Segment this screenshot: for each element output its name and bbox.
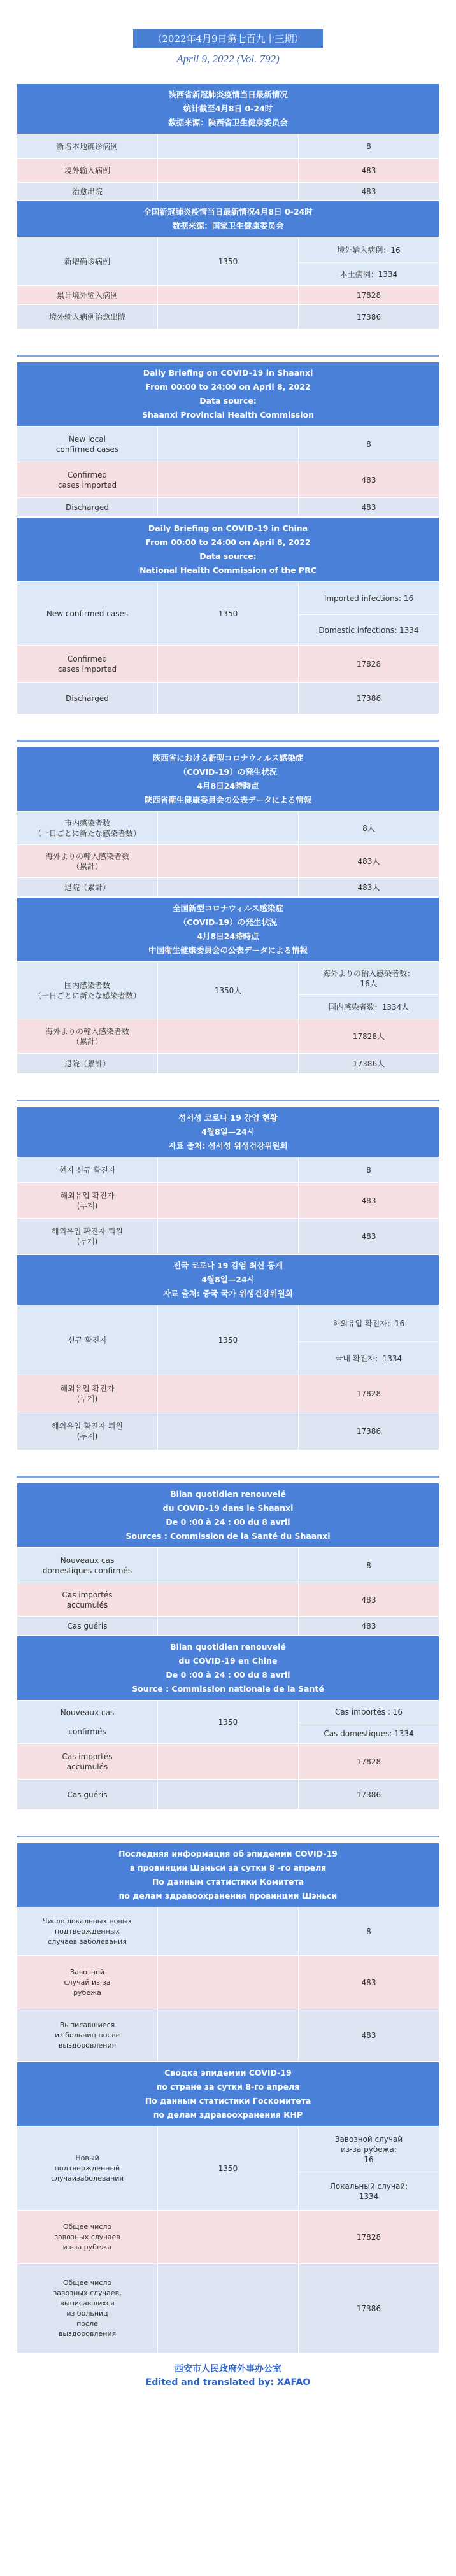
imported-value: 海外よりの輸入感染者数： 16人 — [299, 962, 439, 995]
row-value: 8 — [299, 1548, 439, 1583]
discharged-label: Общее число завозных случаев, выписавшихся из больниц после выздоровления — [17, 2264, 158, 2353]
row-label: Выписавшиеся из больниц после выздоровления — [17, 2009, 158, 2062]
discharged-value: 17386 — [299, 1780, 439, 1810]
confirmed-label: 신규 확진자 — [17, 1305, 158, 1375]
national-table-zh — [17, 201, 439, 329]
divider — [17, 355, 439, 357]
footer — [0, 2362, 456, 2388]
confirmed-label: 新增确诊病例 — [17, 237, 158, 286]
row-label: Cas guéris — [17, 1617, 158, 1636]
row-label: 境外输入病例 — [17, 159, 158, 183]
row-label: 治愈出院 — [17, 183, 158, 201]
domestic-value: 本土病例：1334 — [299, 263, 439, 286]
row-label: Nouveaux cas domestiques confirmés — [17, 1548, 158, 1583]
row-label: 해외유입 확진자 퇴원 (누계) — [17, 1219, 158, 1254]
issue-date-en: April 9, 2022 (Vol. 792) — [176, 53, 280, 65]
row-value: 483 — [299, 1956, 439, 2009]
divider — [17, 740, 439, 742]
cum-imported-value: 17828 — [299, 646, 439, 683]
row-value: 483 — [299, 1219, 439, 1254]
row-value: 8人 — [299, 812, 439, 845]
cum-imported-label: 海外よりの輸入感染者数 （累計） — [17, 1019, 158, 1054]
shaanxi-title-ko: 섬서성 코로나 19 감염 현황 4월8일—24시 자료 출처: 섬서성 위생건강위원회 — [17, 1107, 439, 1157]
national-table-fr — [17, 1636, 439, 1810]
cum-imported-value: 17828 — [299, 286, 439, 305]
row-value: 483人 — [299, 878, 439, 897]
confirmed-total: 1350 — [158, 582, 299, 646]
shaanxi-table-ko — [17, 1107, 439, 1254]
discharged-value: 17386 — [299, 683, 439, 714]
section-fr — [17, 1483, 439, 1810]
row-value: 483 — [299, 498, 439, 517]
domestic-value: Domestic infections: 1334 — [299, 615, 439, 646]
row-value: 483 — [299, 2009, 439, 2062]
row-value: 483人 — [299, 845, 439, 878]
row-label: 市内感染者数 （一日ごとに新たな感染者数） — [17, 812, 158, 845]
domestic-value: Cas domestiques: 1334 — [299, 1723, 439, 1744]
confirmed-label: New confirmed cases — [17, 582, 158, 646]
row-label: 退院（累計） — [17, 878, 158, 897]
row-label: 해외유입 확진자 (누계) — [17, 1183, 158, 1219]
cum-imported-label: 해외유입 확진자 (누계) — [17, 1375, 158, 1412]
shaanxi-title-zh: 陕西省新冠肺炎疫情当日最新情况 统计截至4月8日 0-24时 数据来源：陕西省卫生健康委员会 — [17, 84, 439, 134]
row-label: 현지 신규 확진자 — [17, 1157, 158, 1183]
top-caption — [0, 0, 456, 11]
row-label: Cas importés accumulés — [17, 1583, 158, 1617]
cum-imported-label: Cas importés accumulés — [17, 1744, 158, 1780]
shaanxi-title-fr: Bilan quotidien renouvelé du COVID-19 dans le Shaanxi De 0 :00 à 24 : 00 du 8 avril Sources : Commission de la Santé du Shaanxi — [17, 1483, 439, 1548]
row-value: 483 — [299, 1583, 439, 1617]
shaanxi-table-ru — [17, 1843, 439, 2062]
discharged-label: Discharged — [17, 683, 158, 714]
row-label: Confirmed cases imported — [17, 462, 158, 498]
row-label: 海外よりの輸入感染者数 （累計） — [17, 845, 158, 878]
section-ko — [17, 1107, 439, 1450]
domestic-value: 국내 확진자：1334 — [299, 1342, 439, 1375]
imported-value: Cas importés : 16 — [299, 1701, 439, 1723]
row-value: 483 — [299, 462, 439, 498]
confirmed-label: 国内感染者数 （一日ごとに新たな感染者数） — [17, 962, 158, 1019]
cum-imported-value: 17828人 — [299, 1019, 439, 1054]
discharged-value: 17386 — [299, 2264, 439, 2353]
discharged-value: 17386 — [299, 305, 439, 329]
national-title-ru: Сводка эпидемии COVID-19 по стране за сутки 8-го апреля По данным статистики Госкомитета по делам здравоохранения КНР — [17, 2062, 439, 2127]
divider — [17, 1836, 439, 1837]
row-value: 8 — [299, 1157, 439, 1183]
row-value: 483 — [299, 1183, 439, 1219]
row-value: 483 — [299, 1617, 439, 1636]
discharged-label: 해외유입 확진자 퇴원 (누계) — [17, 1412, 158, 1450]
row-label: Discharged — [17, 498, 158, 517]
row-value: 483 — [299, 159, 439, 183]
national-table-ja — [17, 897, 439, 1074]
domestic-value: 国内感染者数：1334人 — [299, 995, 439, 1019]
row-value: 8 — [299, 1907, 439, 1956]
section-ja — [17, 747, 439, 1074]
section-ru — [17, 1843, 439, 2353]
national-table-en — [17, 517, 439, 714]
national-title-en: Daily Briefing on COVID-19 in China From 00:00 to 24:00 on April 8, 2022 Data source: National Health Commission of the PRC — [17, 518, 439, 582]
section-zh — [17, 83, 439, 329]
cum-imported-value: 17828 — [299, 1744, 439, 1780]
row-value: 483 — [299, 183, 439, 201]
row-label: Завозной случай из-за рубежа — [17, 1956, 158, 2009]
shaanxi-title-ja: 陝西省における新型コロナウィルス感染症 （COVID-19）の発生状況 4月8日24時時点 陝西省衛生健康委員会の公表データによる情報 — [17, 747, 439, 812]
confirmed-total: 1350 — [158, 237, 299, 286]
confirmed-total: 1350 — [158, 2127, 299, 2211]
footer-org: 西安市人民政府外事办公室 — [175, 2364, 281, 2374]
shaanxi-title-ru: Последняя информация об эпидемии COVID-19 в провинции Шэньси за сутки 8 -го апреля По данным статистики Комитета по делам здравоохранения провинции Шэньси — [17, 1843, 439, 1907]
shaanxi-table-zh — [17, 83, 439, 201]
confirmed-label: Новый подтвержденный случайзаболевания — [17, 2127, 158, 2211]
row-label: Число локальных новых подтвержденных случаев заболевания — [17, 1907, 158, 1956]
discharged-value: 17386 — [299, 1412, 439, 1450]
confirmed-total: 1350 — [158, 1305, 299, 1375]
national-title-ko: 전국 코로나 19 감염 최신 동계 4월8일—24시 자료 출처: 중국 국가 위생건강위원회 — [17, 1255, 439, 1305]
issue-date-cn: （2022年4月9日第七百九十三期） — [133, 29, 322, 48]
discharged-value: 17386人 — [299, 1054, 439, 1074]
shaanxi-table-ja — [17, 747, 439, 897]
domestic-value: Локальный случай: 1334 — [299, 2172, 439, 2211]
confirmed-total: 1350 — [158, 1701, 299, 1744]
shaanxi-table-en — [17, 362, 439, 517]
issue-header — [0, 11, 456, 66]
cum-imported-value: 17828 — [299, 1375, 439, 1412]
divider — [17, 1100, 439, 1101]
divider — [17, 1476, 439, 1478]
section-en — [17, 362, 439, 714]
discharged-label: 退院（累計） — [17, 1054, 158, 1074]
imported-value: Imported infections: 16 — [299, 582, 439, 615]
cum-imported-label: 累计境外输入病例 — [17, 286, 158, 305]
confirmed-label: Nouveaux cas confirmés — [17, 1701, 158, 1744]
national-table-ko — [17, 1254, 439, 1450]
row-label: 新增本地确诊病例 — [17, 134, 158, 159]
row-value: 8 — [299, 134, 439, 159]
national-title-fr: Bilan quotidien renouvelé du COVID-19 en Chine De 0 :00 à 24 : 00 du 8 avril Source : Commission nationale de la Santé — [17, 1636, 439, 1701]
imported-value: 境外输入病例：16 — [299, 237, 439, 263]
shaanxi-table-fr — [17, 1483, 439, 1636]
national-title-zh: 全国新冠肺炎疫情当日最新情况4月8日 0-24时 数据来源：国家卫生健康委员会 — [17, 201, 439, 237]
imported-value: Завозной случай из-за рубежа: 16 — [299, 2127, 439, 2172]
discharged-label: Cas guéris — [17, 1780, 158, 1810]
national-table-ru — [17, 2062, 439, 2353]
national-title-ja: 全国新型コロナウィルス感染症 （COVID-19）の発生状況 4月8日24時時点 中国衛生健康委員会の公表データによる情報 — [17, 898, 439, 962]
imported-value: 해외유입 확진자：16 — [299, 1305, 439, 1342]
cum-imported-label: Общее число завозных случаев из-за рубежа — [17, 2211, 158, 2264]
shaanxi-title-en: Daily Briefing on COVID-19 in Shaanxi From 00:00 to 24:00 on April 8, 2022 Data source: Shaanxi Provincial Health Commission — [17, 362, 439, 427]
cum-imported-value: 17828 — [299, 2211, 439, 2264]
footer-edited-by: Edited and translated by: XAFAO — [145, 2377, 311, 2388]
cum-imported-label: Confirmed cases imported — [17, 646, 158, 683]
row-value: 8 — [299, 427, 439, 462]
discharged-label: 境外输入病例治愈出院 — [17, 305, 158, 329]
row-label: New local confirmed cases — [17, 427, 158, 462]
confirmed-total: 1350人 — [158, 962, 299, 1019]
